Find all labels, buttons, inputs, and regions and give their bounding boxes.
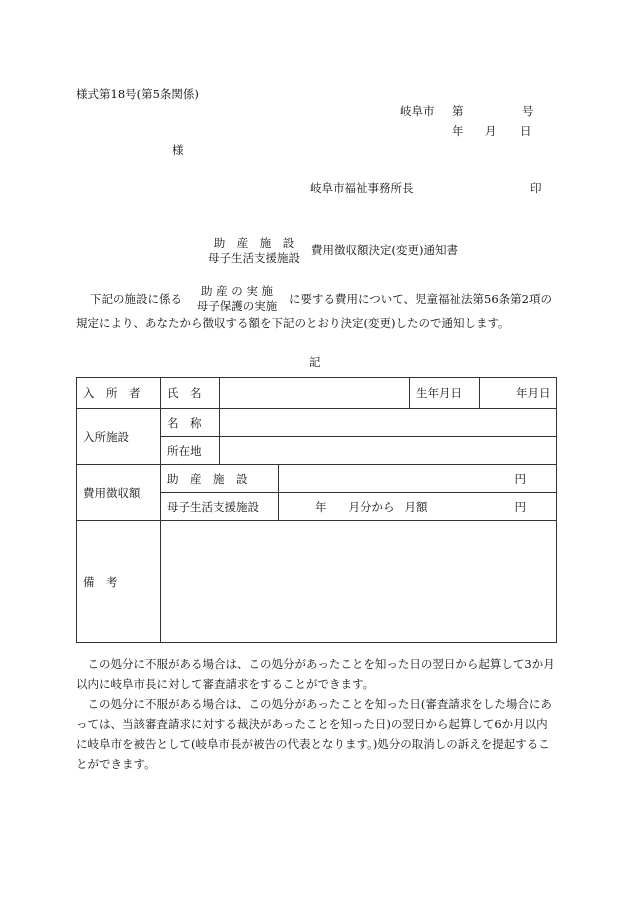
facility-name-value-cell[interactable] [220, 409, 557, 437]
fee-label-cell [77, 465, 161, 521]
fee-row2-label-cell [161, 493, 279, 521]
notice-appeal: この処分に不服がある場合は、この処分があったことを知った日の翌日から起算して3か月以内に岐阜市長に対して審査請求をすることができます。 [76, 657, 555, 691]
doc-dai: 第 [452, 104, 464, 118]
birth-day: 日 [539, 386, 551, 400]
fee-row2-value-cell[interactable] [279, 493, 557, 521]
fee-row1-unit: 円 [514, 471, 526, 486]
intro-option-midwifery: 助 産 の 実 施 [200, 284, 274, 298]
facility-label-cell [77, 409, 161, 465]
date-month: 月 [485, 124, 497, 138]
document-title: 費用徴収額決定(変更)通知書 [311, 243, 458, 257]
date-year: 年 [452, 124, 464, 138]
title-option-mother-child: 母子生活支援施設 [208, 251, 300, 265]
facility-address-value-cell[interactable] [220, 437, 557, 465]
issuer-name: 岐阜市福祉事務所長 [310, 181, 414, 195]
intro-option-mother-child: 母子保護の実施 [196, 299, 278, 313]
name-label-cell [161, 378, 220, 409]
facility-address-label: 所在地 [167, 443, 202, 458]
fee-form-table [76, 377, 557, 643]
fee-label: 費用徴収額 [83, 485, 141, 500]
facility-name-label: 名 称 [167, 415, 202, 430]
title-option-midwifery: 助 産 施 設 [213, 236, 295, 250]
doc-city: 岐阜市 [400, 104, 435, 118]
date-day: 日 [520, 124, 532, 138]
ki-heading: 記 [309, 355, 321, 369]
intro-suffix: に要する費用について、児童福祉法第56条第2項の [289, 292, 552, 306]
fee-row1-label: 助 産 施 設 [167, 471, 248, 486]
facility-label: 入所施設 [83, 429, 129, 444]
intro-line2: 規定により、あなたから徴収する額を下記のとおり決定(変更)したので通知します。 [76, 316, 510, 330]
fee-row2-monthly: 月額 [404, 499, 428, 514]
name-label: 氏 名 [167, 386, 202, 400]
remarks-label: 備 考 [83, 574, 118, 589]
intro-prefix: 下記の施設に係る [90, 292, 182, 306]
doc-go: 号 [522, 104, 534, 118]
seal-mark: 印 [530, 181, 542, 195]
remarks-label-cell [77, 521, 161, 643]
birth-month: 月 [527, 386, 539, 400]
facility-name-label-cell [161, 409, 220, 437]
form-number: 様式第18号(第5条関係) [76, 87, 199, 101]
birth-label-cell [410, 378, 480, 409]
birth-value-cell[interactable] [480, 378, 557, 409]
resident-label: 入 所 者 [83, 386, 141, 400]
name-value-cell[interactable] [220, 378, 410, 409]
fee-row1-value-cell[interactable] [279, 465, 557, 493]
notice-lawsuit: この処分に不服がある場合は、この処分があったことを知った日(審査請求をした場合にあっては、当該審査請求に対する裁決があったことを知った日)の翌日から起算して6か月以内に岐阜市を被告として(岐阜市長が被告の代表となります。)処分の取消しの訴えを提起することができます。 [76, 697, 552, 771]
fee-row2-from: 月分から [348, 499, 395, 514]
fee-row2-unit: 円 [514, 499, 526, 514]
fee-row1-label-cell [161, 465, 279, 493]
fee-row2-label: 母子生活支援施設 [167, 499, 259, 514]
notices [76, 654, 556, 774]
addressee-suffix: 様 [172, 143, 184, 157]
birth-year: 年 [516, 386, 528, 400]
fee-row2-year: 年 [315, 499, 327, 514]
facility-address-label-cell [161, 437, 220, 465]
resident-label-cell [77, 378, 161, 409]
remarks-value-cell[interactable] [161, 521, 557, 643]
birth-label: 生年月日 [416, 386, 462, 400]
